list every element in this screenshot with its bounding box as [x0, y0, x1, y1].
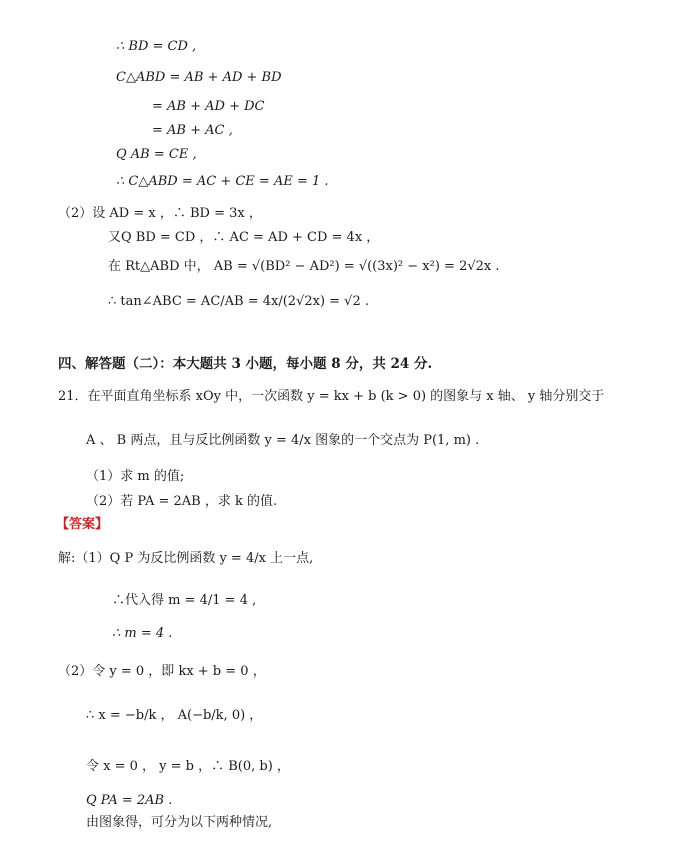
question-21-line-1: 21．在平面直角坐标系 xOy 中，一次函数 y = kx + b (k > 0) 的图象与 x 轴、 y 轴分别交于: [58, 389, 605, 404]
solution-line-3: ∴ m = 4 .: [112, 626, 173, 641]
question-21-sub-2: （2）若 PA = 2AB ，求 k 的值.: [86, 494, 278, 509]
proof-line-3: = AB + AD + DC: [152, 99, 265, 114]
part2-line-3: 在 Rt△ABD 中， AB = √(BD² − AD²) = √((3x)² − x²) = 2√2x .: [108, 259, 500, 274]
part2-line-1: （2）设 AD = x ，∴ BD = 3x ，: [58, 206, 262, 221]
question-21-sub-1: （1）求 m 的值;: [86, 469, 185, 484]
proof-line-1: ∴ BD = CD ,: [116, 39, 197, 54]
solution-part2-line-3: 令 x = 0 ， y = b ，∴ B(0, b) ，: [86, 759, 290, 774]
proof-line-5: Q AB = CE ,: [116, 147, 197, 162]
solution-part2-line-5: 由图象得，可分为以下两种情况,: [86, 815, 273, 830]
solution-part2-line-1: （2）令 y = 0 ，即 kx + b = 0 ，: [58, 664, 266, 679]
solution-line-1: 解:（1）Q P 为反比例函数 y = 4/x 上一点,: [58, 551, 314, 566]
section-heading: 四、解答题（二）：本大题共 3 小题，每小题 8 分，共 24 分.: [58, 356, 433, 372]
answer-label: 【答案】: [56, 517, 109, 532]
question-21-line-2: A 、 B 两点，且与反比例函数 y = 4/x 图象的一个交点为 P(1, m) .: [86, 433, 480, 448]
part2-line-2: 又Q BD = CD ，∴ AC = AD + CD = 4x ，: [108, 230, 380, 245]
proof-line-4: = AB + AC ,: [152, 123, 233, 138]
solution-line-2: ∴代入得 m = 4/1 = 4 ,: [112, 593, 257, 608]
proof-line-6: ∴ C△ABD = AC + CE = AE = 1 .: [116, 174, 329, 189]
solution-part2-line-4: Q PA = 2AB .: [86, 793, 173, 808]
part2-line-4: ∴ tan∠ABC = AC/AB = 4x/(2√2x) = √2 .: [108, 294, 370, 309]
solution-part2-line-2: ∴ x = −b/k ， A(−b/k, 0) ，: [86, 708, 263, 723]
proof-line-2: C△ABD = AB + AD + BD: [116, 70, 282, 85]
